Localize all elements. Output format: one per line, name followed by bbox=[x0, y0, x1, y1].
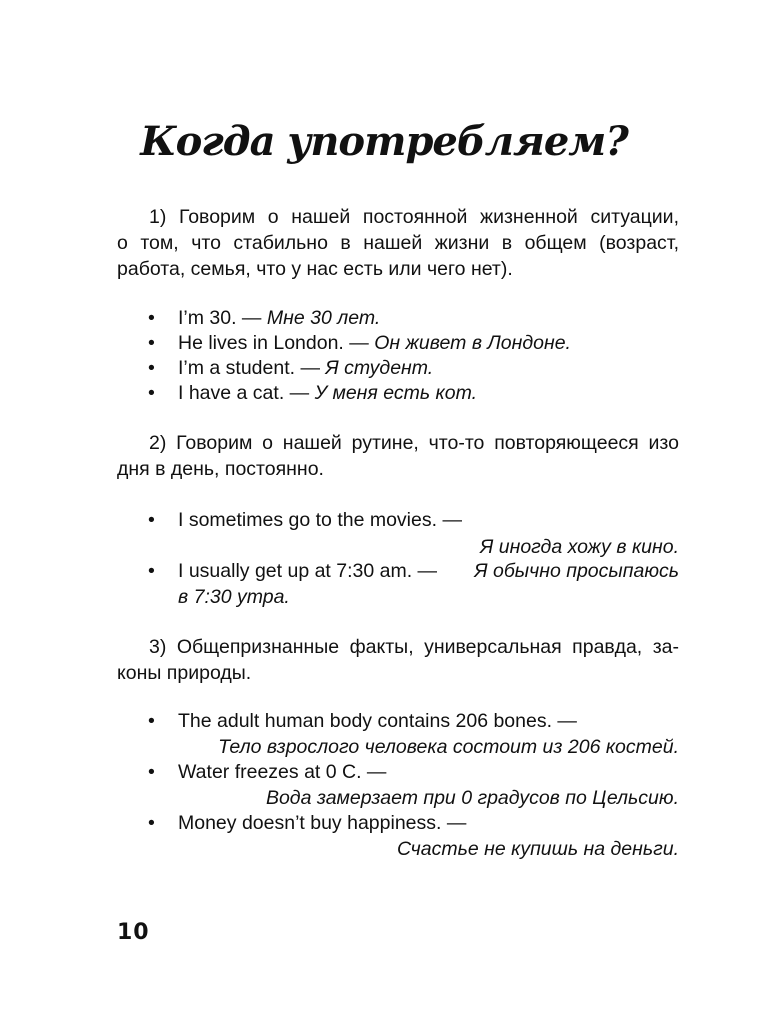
section-3-text bbox=[117, 634, 679, 686]
example-russian: Вода замерзает при 0 градусов по Цельсию. bbox=[265, 787, 679, 809]
bullet-icon: • bbox=[148, 812, 155, 834]
example-russian: Я студент. bbox=[325, 357, 434, 379]
example-item bbox=[148, 810, 679, 862]
example-item bbox=[148, 558, 679, 610]
example-russian: У меня есть кот. bbox=[314, 382, 478, 404]
example-russian: Он живет в Лондоне. bbox=[374, 332, 571, 354]
section-2-text bbox=[117, 430, 679, 482]
example-english: The adult human body contains 206 bones. — bbox=[178, 710, 577, 732]
section-2-line-1: 2) Говорим о нашей рутине, что-то повторяющееся изо bbox=[149, 432, 679, 454]
example-russian: Я иногда хожу в кино. bbox=[480, 536, 679, 558]
section-3-line-1: 3) Общепризнанные факты, универсальная правда, за- bbox=[149, 636, 679, 658]
bullet-icon: • bbox=[148, 332, 155, 354]
section-1-line-2: о том, что стабильно в нашей жизни в общем (возраст, bbox=[117, 232, 679, 254]
page-title: Когда употребляем? bbox=[140, 118, 628, 165]
section-2-line-2: дня в день, постоянно. bbox=[117, 458, 324, 480]
bullet-icon: • bbox=[148, 509, 155, 531]
section-1-text bbox=[117, 204, 679, 282]
example-english: He lives in London. — bbox=[178, 332, 369, 354]
example-english: Water freezes at 0 С. — bbox=[178, 761, 387, 783]
bullet-icon: • bbox=[148, 307, 155, 329]
example-english: I’m a student. — bbox=[178, 357, 320, 379]
section-3-line-2: коны природы. bbox=[117, 662, 252, 684]
example-english: I sometimes go to the movies. — bbox=[178, 509, 462, 531]
example-russian: Я обычно просыпаюсь bbox=[474, 560, 679, 582]
example-russian: Мне 30 лет. bbox=[266, 307, 381, 329]
example-item bbox=[148, 708, 679, 760]
example-russian-continued: в 7:30 утра. bbox=[178, 586, 290, 608]
bullet-icon: • bbox=[148, 560, 155, 582]
example-russian: Счастье не купишь на деньги. bbox=[397, 838, 679, 860]
example-russian: Тело взрослого человека состоит из 206 костей. bbox=[218, 736, 679, 758]
bullet-icon: • bbox=[148, 710, 155, 732]
bullet-icon: • bbox=[148, 357, 155, 379]
bullet-icon: • bbox=[148, 382, 155, 404]
bullet-icon: • bbox=[148, 761, 155, 783]
example-item bbox=[148, 759, 679, 811]
example-english: Money doesn’t buy happiness. — bbox=[178, 812, 467, 834]
page-number: 10 bbox=[117, 920, 150, 945]
section-1-line-3: работа, семья, что у нас есть или чего нет). bbox=[117, 258, 513, 280]
example-english: I usually get up at 7:30 am. — bbox=[178, 560, 438, 582]
example-english: I have a cat. — bbox=[178, 382, 310, 404]
example-english: I’m 30. — bbox=[178, 307, 262, 329]
section-1-line-1: 1) Говорим о нашей постоянной жизненной ситуации, bbox=[149, 206, 679, 228]
example-item bbox=[148, 507, 679, 559]
